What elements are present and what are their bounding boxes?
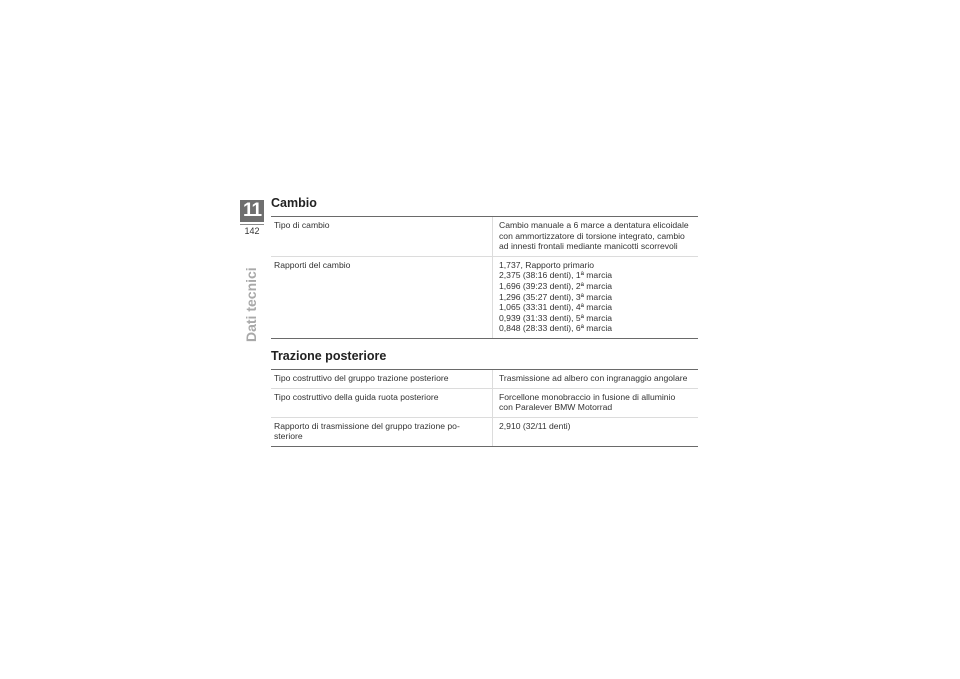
spec-value	[493, 417, 699, 446]
table-row	[271, 256, 698, 338]
spec-value-line: 0,848 (28:33 denti), 6ª marcia	[499, 323, 613, 334]
spec-table-cambio	[271, 217, 698, 339]
section-heading: Cambio	[271, 196, 698, 217]
section-spacer	[271, 339, 698, 349]
spec-value	[493, 370, 699, 388]
spec-value-line: 1,696 (39:23 denti), 2ª marcia	[499, 280, 613, 291]
spec-value-line: 1,296 (35:27 denti), 3ª marcia	[499, 291, 613, 302]
spec-value	[493, 256, 699, 338]
section-trazione-posteriore	[271, 349, 698, 447]
spec-value-line: Forcellone monobraccio in fusione di alluminio	[499, 391, 676, 402]
table-row	[271, 417, 698, 446]
spec-label: Tipo costruttivo della guida ruota posteriore	[271, 388, 493, 417]
spec-value-line: 1,737, Rapporto primario	[499, 259, 595, 270]
spec-table-trazione	[271, 370, 698, 447]
spec-value-line: con ammortizzatore di torsione integrato, cambio	[499, 230, 685, 241]
section-cambio	[271, 196, 698, 339]
spec-label: Rapporti del cambio	[271, 256, 493, 338]
section-heading: Trazione posteriore	[271, 349, 698, 370]
spec-value	[493, 217, 699, 256]
spec-label: Tipo di cambio	[271, 217, 493, 256]
chapter-title-vertical: Dati tecnici	[243, 267, 259, 342]
spec-value-line: ad innesti frontali mediante manicotti scorrevoli	[499, 241, 678, 252]
spec-value-line: 2,910 (32/11 denti)	[499, 420, 571, 431]
spec-value-line: Cambio manuale a 6 marce a dentatura elicoidale	[499, 220, 689, 230]
table-row	[271, 370, 698, 388]
spec-value-line: Trasmissione ad albero con ingranaggio angolare	[499, 372, 688, 383]
spec-label: Rapporto di trasmissione del gruppo trazione po- steriore	[271, 417, 493, 446]
table-row	[271, 217, 698, 256]
spec-value-line: 0,939 (31:33 denti), 5ª marcia	[499, 312, 613, 323]
page-number: 142	[244, 226, 260, 236]
chapter-number: 11	[240, 200, 264, 222]
spec-value-line: 2,375 (38:16 denti), 1ª marcia	[499, 270, 613, 281]
spec-value	[493, 388, 699, 417]
spec-label: Tipo costruttivo del gruppo trazione posteriore	[271, 370, 493, 388]
spec-value-line: 1,065 (33:31 denti), 4ª marcia	[499, 302, 613, 313]
page-content	[271, 196, 698, 447]
spec-value-line: con Paralever BMW Motorrad	[499, 402, 613, 413]
table-row	[271, 388, 698, 417]
